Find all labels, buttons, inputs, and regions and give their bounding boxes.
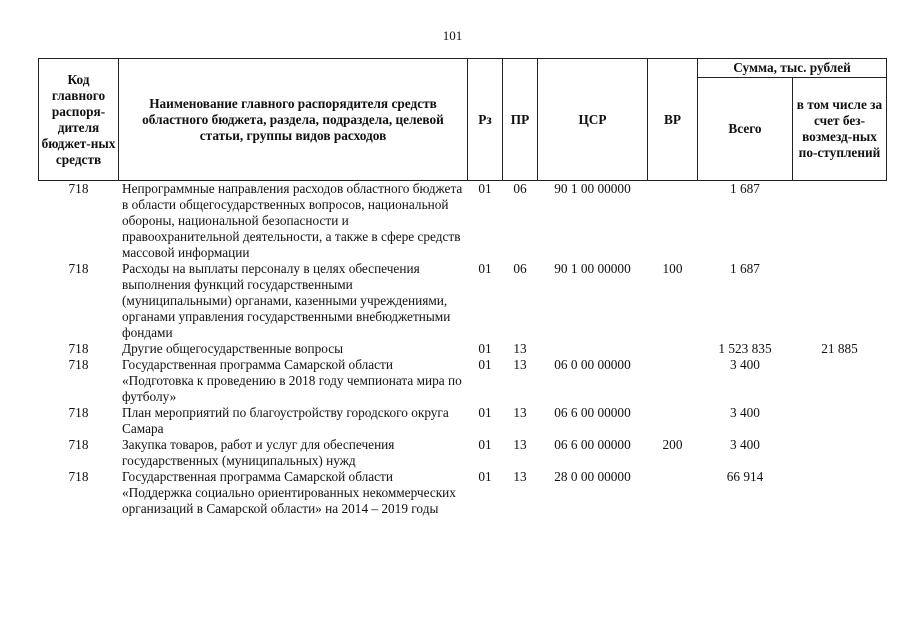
cell-rz: 01	[478, 469, 492, 484]
cell-vr	[648, 405, 698, 437]
cell-extra: 21 885	[821, 341, 858, 356]
cell-pr: 06	[513, 181, 527, 196]
cell-vr: 100	[662, 261, 683, 276]
cell-extra	[793, 469, 887, 517]
table-body	[39, 181, 887, 518]
cell-vr	[648, 357, 698, 405]
table-header	[39, 59, 887, 181]
cell-csr: 90 1 00 00000	[554, 261, 631, 276]
cell-pr: 13	[513, 341, 527, 356]
page-number: 101	[442, 28, 463, 43]
cell-rz: 01	[478, 341, 492, 356]
cell-name: Другие общегосударственные вопросы	[122, 341, 344, 356]
table-row	[39, 405, 887, 437]
cell-code: 718	[68, 181, 89, 196]
header-name: Наименование главного распорядителя средств областного бюджета, раздела, подраздела, целевой статьи, группы видов расходов	[119, 59, 468, 181]
cell-total: 1 523 835	[718, 341, 772, 356]
cell-extra	[793, 261, 887, 341]
cell-pr: 13	[513, 437, 527, 452]
header-sum-group: Сумма, тыс. рублей	[698, 59, 887, 78]
cell-total: 3 400	[730, 405, 760, 420]
cell-code: 718	[68, 469, 89, 484]
budget-table	[38, 58, 887, 517]
cell-extra	[793, 181, 887, 262]
cell-rz: 01	[478, 261, 492, 276]
cell-extra	[793, 357, 887, 405]
cell-csr	[538, 341, 648, 357]
cell-name: Закупка товаров, работ и услуг для обеспечения государственных (муниципальных) нужд	[122, 437, 395, 468]
cell-extra	[793, 405, 887, 437]
cell-total: 3 400	[730, 437, 760, 452]
cell-extra	[793, 437, 887, 469]
table-row	[39, 469, 887, 517]
table-row	[39, 181, 887, 262]
cell-pr: 13	[513, 405, 527, 420]
header-extra: в том числе за счет без-возмезд-ных по-ступлений	[793, 78, 887, 181]
cell-total: 1 687	[730, 261, 760, 276]
header-csr: ЦСР	[538, 59, 648, 181]
cell-total: 66 914	[726, 469, 764, 484]
header-pr: ПР	[503, 59, 538, 181]
cell-total: 1 687	[730, 181, 760, 196]
cell-pr: 06	[513, 261, 527, 276]
cell-rz: 01	[478, 437, 492, 452]
cell-pr: 13	[513, 469, 527, 484]
cell-vr	[648, 181, 698, 262]
cell-vr: 200	[662, 437, 683, 452]
cell-code: 718	[68, 405, 89, 420]
cell-csr: 06 0 00 00000	[554, 357, 631, 372]
cell-name: Государственная программа Самарской области «Подготовка к проведению в 2018 году чемпионата мира по футболу»	[122, 357, 462, 404]
cell-vr	[648, 469, 698, 517]
table-row	[39, 341, 887, 357]
header-rz: Рз	[468, 59, 503, 181]
table-row	[39, 357, 887, 405]
table-row	[39, 437, 887, 469]
table-row	[39, 261, 887, 341]
header-total: Всего	[698, 78, 793, 181]
cell-csr: 90 1 00 00000	[554, 181, 631, 196]
cell-csr: 28 0 00 00000	[554, 469, 631, 484]
cell-total: 3 400	[730, 357, 760, 372]
cell-pr: 13	[513, 357, 527, 372]
cell-code: 718	[68, 357, 89, 372]
cell-code: 718	[68, 341, 89, 356]
cell-name: Государственная программа Самарской области «Поддержка социально ориентированных некоммерческих организаций в Самарской области» на 2014 – 2019 годы	[122, 469, 456, 516]
cell-name: Расходы на выплаты персоналу в целях обеспечения выполнения функций государственными (муниципальными) органами, казенными учреждениями, органами управления государственными внебюджетными фондами	[122, 261, 451, 340]
cell-name: План мероприятий по благоустройству городского округа Самара	[122, 405, 449, 436]
cell-csr: 06 6 00 00000	[554, 405, 631, 420]
cell-code: 718	[68, 437, 89, 452]
cell-rz: 01	[478, 181, 492, 196]
cell-csr: 06 6 00 00000	[554, 437, 631, 452]
cell-code: 718	[68, 261, 89, 276]
cell-name: Непрограммные направления расходов областного бюджета в области общегосударственных вопросов, национальной обороны, национальной безопасности и правоохранительной деятельности, а также в сфере средств массовой информации	[122, 181, 463, 260]
cell-rz: 01	[478, 405, 492, 420]
header-code: Код главного распоря-дителя бюджет-ных средств	[39, 59, 119, 181]
header-vr: ВР	[648, 59, 698, 181]
cell-rz: 01	[478, 357, 492, 372]
cell-vr	[648, 341, 698, 357]
